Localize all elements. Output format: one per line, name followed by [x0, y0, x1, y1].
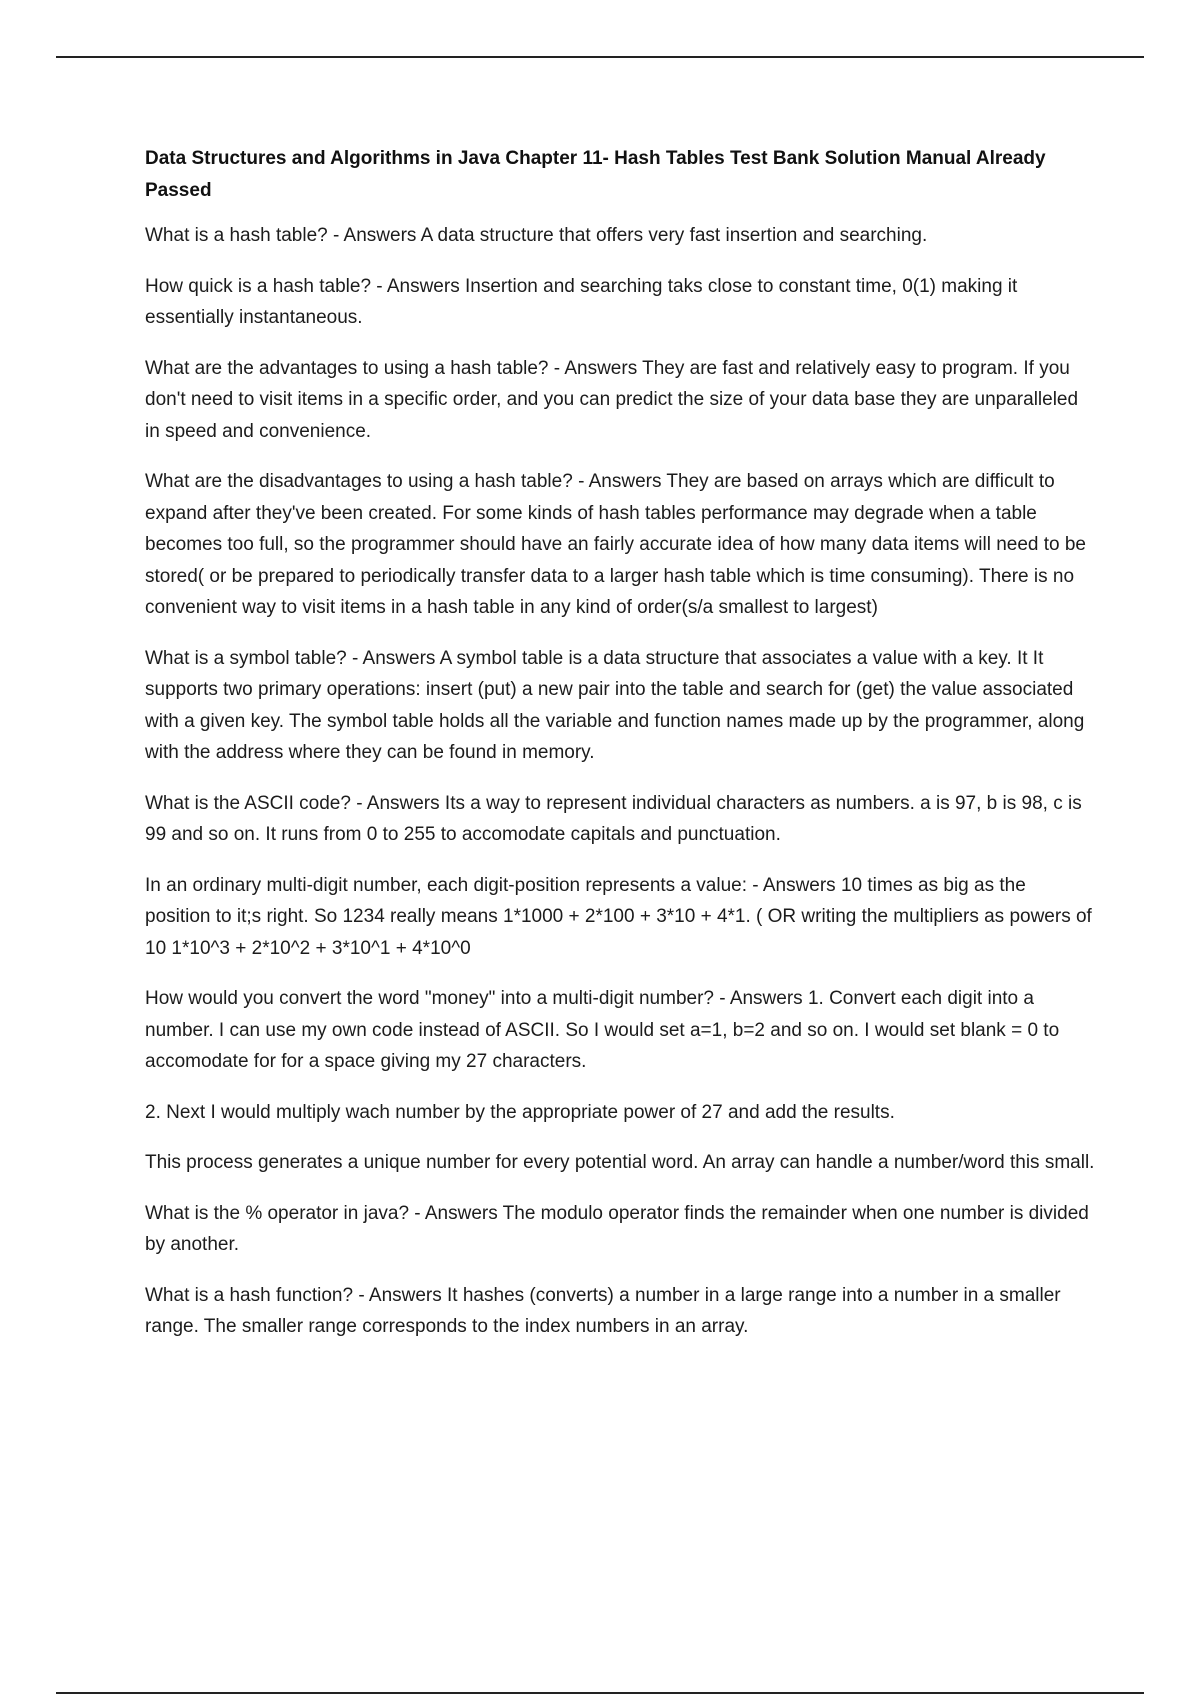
qa-entry-modulo-operator: What is the % operator in java? - Answers The modulo operator finds the remainder when one number is divided by another. [145, 1202, 1089, 1255]
qa-entry-hash-table: What is a hash table? - Answers A data structure that offers very fast insertion and searching. [145, 225, 928, 246]
qa-entry-hash-function: What is a hash function? - Answers It hashes (converts) a number in a large range into a number in a smaller range. The smaller range corresponds to the index numbers in an array. [145, 1284, 1061, 1337]
qa-entry-hash-table-speed: How quick is a hash table? - Answers Insertion and searching taks close to constant time, 0(1) making it essentially instantaneous. [145, 275, 1018, 328]
qa-entry-unique-number: This process generates a unique number for every potential word. An array can handle a number/word this small. [145, 1152, 1095, 1173]
document-body [145, 143, 1095, 1362]
qa-entry-multi-digit-number: In an ordinary multi-digit number, each digit-position represents a value: - Answers 10 times as big as the position to it;s right. So 1234 really means 1*1000 + 2*100 + 3*10 + 4*1. ( OR writing the multipliers as powers of 10 1*10^3 + 2*10^2 + 3*10^1 + 4*10^0 [145, 874, 1092, 959]
qa-entry-advantages: What are the advantages to using a hash table? - Answers They are fast and relatively easy to program. If you don't need to visit items in a specific order, and you can predict the size of your data base they are unparalleled in speed and convenience. [145, 357, 1079, 442]
qa-entry-symbol-table: What is a symbol table? - Answers A symbol table is a data structure that associates a value with a key. It It supports two primary operations: insert (put) a new pair into the table and search for (get) the value associated with a given key. The symbol table holds all the variable and function names made up by the programmer, along with the address where they can be found in memory. [145, 647, 1085, 763]
header-rule [56, 56, 1144, 58]
footer-rule [56, 1692, 1144, 1694]
qa-entry-convert-money: How would you convert the word "money" into a multi-digit number? - Answers 1. Convert each digit into a number. I can use my own code instead of ASCII. So I would set a=1, b=2 and so on. I would set blank = 0 to accomodate for for a space giving my 27 characters. [145, 988, 1060, 1072]
qa-entry-disadvantages: What are the disadvantages to using a hash table? - Answers They are based on arrays which are difficult to expand after they've been created. For some kinds of hash tables performance may degrade when a table becomes too full, so the programmer should have an fairly accurate idea of how many data items will need to be stored( or be prepared to periodically transfer data to a larger hash table which is time consuming). There is no convenient way to visit items in a hash table in any kind of order(s/a smallest to largest) [145, 471, 1087, 618]
qa-entry-step-two: 2. Next I would multiply wach number by the appropriate power of 27 and add the results. [145, 1101, 895, 1123]
qa-entry-ascii-code: What is the ASCII code? - Answers Its a way to represent individual characters as numbers. a is 97, b is 98, c is 99 and so on. It runs from 0 to 255 to accomodate capitals and punctuation. [145, 792, 1082, 845]
document-title: Data Structures and Algorithms in Java Chapter 11- Hash Tables Test Bank Solution Manual Already Passed [145, 148, 1046, 201]
